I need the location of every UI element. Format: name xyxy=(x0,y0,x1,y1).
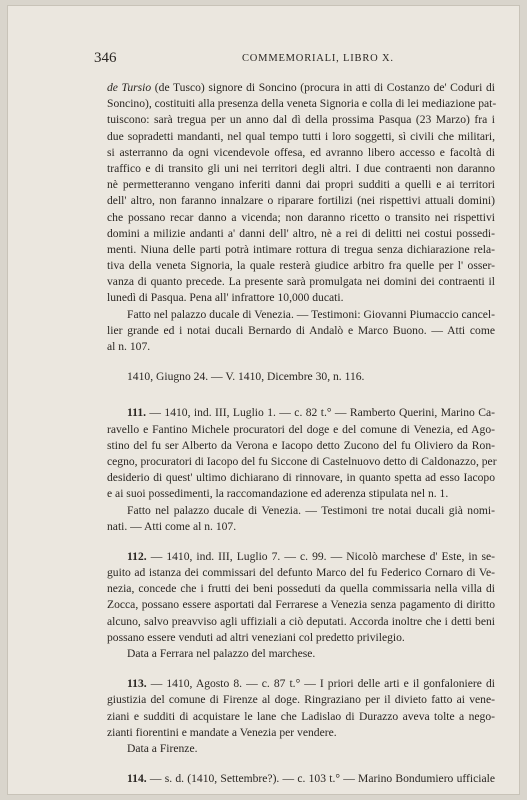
line-text: Fatto nel palazzo ducale di Venezia. — Testimoni tre notai ducali già nomi- xyxy=(127,503,495,517)
italic-text: de Tursio xyxy=(107,81,152,94)
text-line xyxy=(107,193,495,209)
line-text: cegno, procuratori di Iacopo del fu Siccone di Castelnuovo detto di Caldonazzo, per xyxy=(107,454,497,468)
line-text: due sopradetti mandanti, nel qual tempo tutti i loro soggetti, sì civili che militari, xyxy=(107,129,495,143)
text-line xyxy=(107,597,495,613)
paragraph-gap xyxy=(107,355,495,369)
paragraph-gap xyxy=(107,385,495,405)
text-line xyxy=(107,369,495,385)
line-text: domini a milizie andanti a' danni dell' altro, nè a rei di delitti nei costui possedi- xyxy=(107,226,495,240)
page-number: 346 xyxy=(94,50,117,66)
line-text: ravello e Fantino Michele procuratori del doge e del comune di Venezia, ed Ago- xyxy=(107,422,495,436)
text-line xyxy=(107,486,495,502)
line-text: — 1410, ind. III, Luglio 1. — c. 82 t.° — Ramberto Querini, Marino Ca- xyxy=(146,406,495,420)
text-line xyxy=(107,741,495,757)
text-line xyxy=(107,129,495,145)
text-block xyxy=(107,369,495,385)
line-text: Zocca, possano essere asportati dal Ferrarese a Venezia senza pagamento di diritto xyxy=(107,598,495,612)
line-text: nè permetteranno vengano inferiti danni dai propri sudditi a quelli e ai territori xyxy=(107,178,495,192)
text-line xyxy=(107,438,495,454)
line-text: — 1410, ind. III, Luglio 7. — c. 99. — Nicolò marchese d' Este, in se- xyxy=(146,549,495,563)
text-line xyxy=(107,725,495,741)
line-text: zianti fiorentini e mandate a Venezia per vendere. xyxy=(107,725,337,739)
line-text: guito ad istanza dei commissari del defunto Marco del fu Federico Cornaro di Ve- xyxy=(107,566,495,580)
line-text: lier grande ed i notai ducali Bernardo di Andalò e Marco Buono. — Atti come xyxy=(107,323,495,337)
page-header xyxy=(94,50,494,70)
text-line xyxy=(107,581,495,597)
line-text: — s. d. (1410, Settembre?). — c. 103 t.° — Marino Bondumiero ufficiale xyxy=(146,772,495,786)
text-line xyxy=(107,709,495,725)
line-text: desiderio di quest' ultimo dichiarano di rinnovare, in quanto spetta ad esso Iacopo xyxy=(107,471,495,485)
text-line xyxy=(107,274,495,290)
text-line xyxy=(107,503,495,519)
text-line xyxy=(107,177,495,193)
text-line xyxy=(107,258,495,274)
text-line xyxy=(107,323,495,339)
line-text: possano essere venduti ad altri veneziani col predetto privilegio. xyxy=(107,630,405,644)
line-text: si asterranno da ogni vicendevole offesa, ed avranno libero accesso e facoltà di xyxy=(107,145,495,159)
line-text: traffico e di transito gli uni nei territori degli altri. I due contraenti non daranno xyxy=(107,161,495,175)
paragraph-gap xyxy=(107,757,495,771)
body-text xyxy=(107,80,495,787)
line-text: lunedì di Pasqua. Pena all' infrattore 10,000 ducati. xyxy=(107,291,344,305)
line-text: alcuno, salvo preavviso agli uffiziali a ciò deputati. Accorda inoltre che i detti beni xyxy=(107,614,495,628)
text-line xyxy=(107,226,495,242)
line-text: che possano recar danno a vicenda; non daranno ricetto o transito nei rispettivi xyxy=(107,210,495,224)
entry-number: 111. xyxy=(127,406,147,420)
text-line xyxy=(107,565,495,581)
text-line xyxy=(107,290,495,306)
text-block xyxy=(107,676,495,757)
line-text: tuiscono: sarà tregua per un anno dal dì della prossima Pasqua (23 Marzo) fra i xyxy=(107,113,495,127)
text-line xyxy=(107,422,495,438)
paragraph-gap xyxy=(107,535,495,549)
line-text: tiva della veneta Signoria, la quale resterà giudice arbitro fra quelle per l' osser- xyxy=(107,259,495,273)
text-line xyxy=(107,210,495,226)
line-text: menti. Niuna delle parti potrà intimare rottura di tregua senza dichiarazione rela- xyxy=(107,242,495,256)
text-block xyxy=(107,405,495,535)
text-line xyxy=(107,470,495,486)
text-line xyxy=(107,646,495,662)
line-text: dell' altro, non faranno innalzare o riparare fortilizi (nei rispettivi attuali domini) xyxy=(107,194,495,208)
text-line xyxy=(107,692,495,708)
line-text: vanza di quanto precede. La presente sarà promulgata nei domini dei contraenti il xyxy=(107,275,495,289)
line-text: Data a Ferrara nel palazzo del marchese. xyxy=(127,647,316,660)
text-block xyxy=(107,771,495,787)
line-text: giustizia del comune di Firenze al doge. Ringraziano per il divieto fatto ai vene- xyxy=(107,693,495,707)
text-line xyxy=(107,614,495,630)
running-head: COMMEMORIALI, LIBRO X. xyxy=(242,53,394,64)
text-line xyxy=(107,454,495,470)
text-line xyxy=(107,307,495,323)
line-text: al n. 107. xyxy=(107,340,151,353)
text-line xyxy=(107,549,495,565)
entry-number: 112. xyxy=(127,549,147,563)
entry-number: 114. xyxy=(127,772,147,786)
text-block xyxy=(107,549,495,662)
line-text: Data a Firenze. xyxy=(127,741,198,755)
text-line xyxy=(107,145,495,161)
text-line xyxy=(107,676,495,692)
text-line xyxy=(107,242,495,258)
line-text: Soncino), costituiti alla presenza della veneta Signoria e colla di lei mediazione pat- xyxy=(107,97,497,111)
entry-number: 113. xyxy=(127,677,147,691)
line-text: nati. — Atti come al n. 107. xyxy=(107,519,237,533)
line-text: (de Tusco) signore di Soncino (procura in atti di Costanzo de' Coduri di xyxy=(151,81,495,94)
line-text: Fatto nel palazzo ducale di Venezia. — Testimoni: Giovanni Piumaccio cancel- xyxy=(127,307,495,321)
text-line xyxy=(107,161,495,177)
text-line xyxy=(107,405,495,421)
line-text: — 1410, Agosto 8. — c. 87 t.° — I priori delle arti e il gonfaloniere di xyxy=(146,677,495,691)
text-block xyxy=(107,80,495,355)
book-page xyxy=(8,6,519,794)
text-line xyxy=(107,339,495,355)
line-text: stino del fu ser Alberto da Verona e Iacopo detto Zucono del fu Oliviero da Ron- xyxy=(107,438,495,452)
line-text: e ai suoi possedimenti, la raccomandazione ed aderenza stipulata nel n. 1. xyxy=(107,487,449,501)
text-line xyxy=(107,630,495,646)
line-text: ziani e sudditi di acquistare le lane che Ladislao di Durazzo aveva tolte a nego- xyxy=(107,709,495,723)
line-text: nezia, concede che i frutti dei beni posseduti da quella commissaria nella villa di xyxy=(107,582,495,596)
paragraph-gap xyxy=(107,662,495,676)
text-line xyxy=(107,771,495,787)
text-line xyxy=(107,96,495,112)
text-line xyxy=(107,112,495,128)
line-text: 1410, Giugno 24. — V. 1410, Dicembre 30, n. 116. xyxy=(127,370,365,384)
text-line xyxy=(107,80,495,96)
text-line xyxy=(107,519,495,535)
